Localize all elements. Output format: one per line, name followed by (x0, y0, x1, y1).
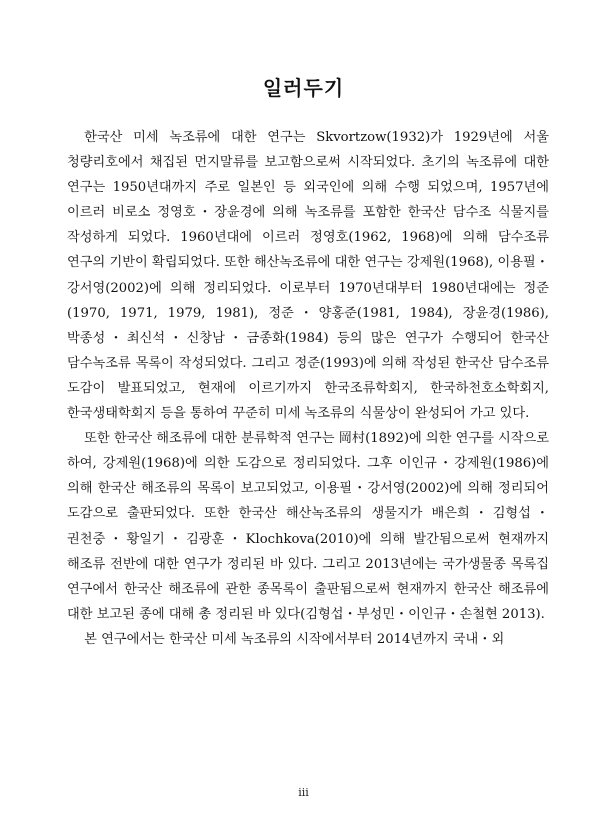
page-title: 일러두기 (262, 76, 345, 100)
paragraph-2: 또한 한국산 해조류에 대한 분류학적 연구는 岡村(1892)에 의한 연구를 시작으로 하여, 강제원(1968)에 의한 도감으로 정리되었다. 그후 이인규・강제원(1986)에 의해 한국산 해조류의 목록이 보고되었고, 이용필・강서영(2002)에 의해 정리되어 도감으로 출판되었다. 또한 한국산 해산녹조류의 생물지가 배은희・김형섭・권천중・황일기・김광훈・Klochkova(2010)에 의해 발간됨으로써 현재까지 해조류 전반에 대한 연구가 정리된 바 있다. 그리고 2013년에는 국가생물종 목록집 연구에서 한국산 해조류에 관한 종목록이 출판됨으로써 현재까지 한국산 해조류에 대한 보고된 종에 대해 총 정리된 바 있다(김형섭・부성민・이인규・손철현 2013). (67, 431, 549, 622)
page-number: iii (298, 786, 309, 799)
paragraph-3: 본 연구에서는 한국산 미세 녹조류의 시작에서부터 2014년까지 국내・외 (84, 631, 505, 647)
body-text (67, 125, 549, 652)
paragraph-1: 한국산 미세 녹조류에 대한 연구는 Skvortzow(1932)가 1929년에 서울 청량리호에서 채집된 먼지말류를 보고함으로써 시작되었다. 초기의 녹조류에 대한 연구는 1950년대까지 주로 일본인 등 외국인에 의해 수행 되었으며, 1957년에 이르러 비로소 정영호・장윤경에 의해 녹조류를 포함한 한국산 담수조 식물지를 작성하게 되었다. 1960년대에 이르러 정영호(1962, 1968)에 의해 담수조류 연구의 기반이 확립되었다. 또한 해산녹조류에 대한 연구는 강제원(1968), 이용필・강서영(2002)에 의해 정리되었다. 이로부터 1970년대부터 1980년대에는 정준(1970, 1971, 1979, 1981), 정준・양홍준(1981, 1984), 장윤경(1986), 박종성・최신석・신창남・금종화(1984) 등의 많은 연구가 수행되어 한국산 담수녹조류 목록이 작성되었다. 그리고 정준(1993)에 의해 작성된 한국산 담수조류 도감이 발표되었고, 현재에 이르기까지 한국조류학회지, 한국하천호소학회지, 한국생태학회지 등을 통하여 꾸준히 미세 녹조류의 식물상이 완성되어 가고 있다. (67, 130, 549, 422)
